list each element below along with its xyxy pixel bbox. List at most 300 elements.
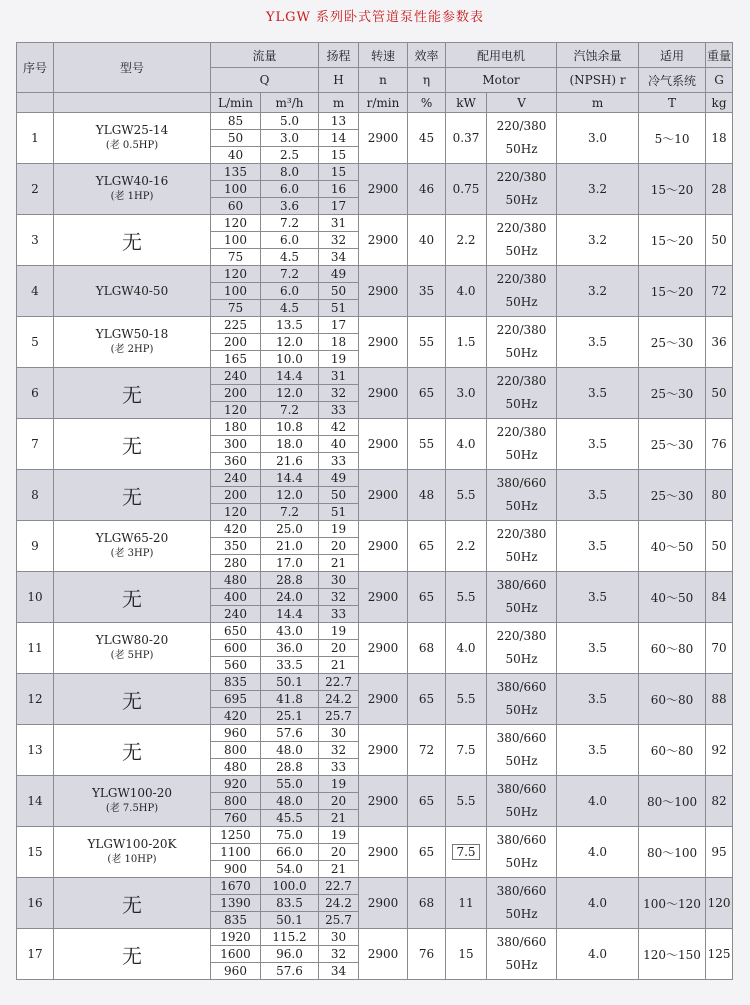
npsh: 3.5 (557, 419, 639, 470)
motor-kw-value: 0.75 (452, 182, 480, 196)
flow-m3h: 12.0 (261, 385, 319, 402)
header-weight: 重量 (706, 43, 733, 68)
table-row (17, 623, 733, 640)
cooling-tonnage: 15～20 (639, 215, 706, 266)
efficiency: 40 (408, 215, 446, 266)
frequency: 50Hz (505, 142, 538, 156)
flow-m3h: 54.0 (261, 861, 319, 878)
head-m: 20 (319, 844, 359, 861)
efficiency: 72 (408, 725, 446, 776)
motor-kw-value: 4.0 (456, 437, 476, 451)
head-m: 17 (319, 317, 359, 334)
flow-lmin: 960 (211, 725, 261, 742)
flow-lmin: 420 (211, 521, 261, 538)
frequency: 50Hz (505, 244, 538, 258)
frequency: 50Hz (505, 295, 538, 309)
frequency: 50Hz (505, 448, 538, 462)
flow-m3h: 7.2 (261, 402, 319, 419)
table-row (17, 317, 733, 334)
head-m: 33 (319, 402, 359, 419)
weight: 88 (706, 674, 733, 725)
voltage: 220/380 (496, 323, 547, 337)
motor-kw (446, 419, 487, 470)
flow-m3h: 57.6 (261, 963, 319, 980)
model-cell (54, 929, 211, 980)
flow-m3h: 25.1 (261, 708, 319, 725)
efficiency: 65 (408, 827, 446, 878)
npsh: 4.0 (557, 878, 639, 929)
model-cell (54, 674, 211, 725)
flow-lmin: 240 (211, 368, 261, 385)
header-cooling: 适用 (639, 43, 706, 68)
flow-lmin: 960 (211, 963, 261, 980)
flow-lmin: 360 (211, 453, 261, 470)
frequency: 50Hz (505, 703, 538, 717)
npsh: 3.5 (557, 521, 639, 572)
weight: 72 (706, 266, 733, 317)
model-cell (54, 521, 211, 572)
unit-npsh-m: m (557, 93, 639, 113)
motor-voltage (487, 113, 557, 164)
flow-m3h: 3.6 (261, 198, 319, 215)
frequency: 50Hz (505, 397, 538, 411)
voltage: 220/380 (496, 425, 547, 439)
table-row (17, 419, 733, 436)
motor-voltage (487, 521, 557, 572)
head-m: 14 (319, 130, 359, 147)
flow-lmin: 560 (211, 657, 261, 674)
motor-voltage (487, 266, 557, 317)
motor-voltage (487, 725, 557, 776)
table-row (17, 929, 733, 946)
row-number: 16 (17, 878, 54, 929)
flow-m3h: 48.0 (261, 793, 319, 810)
row-number: 13 (17, 725, 54, 776)
npsh: 3.5 (557, 725, 639, 776)
speed: 2900 (359, 572, 408, 623)
model-note: (老 5HP) (110, 650, 154, 661)
voltage: 220/380 (496, 272, 547, 286)
head-m: 21 (319, 555, 359, 572)
flow-m3h: 14.4 (261, 606, 319, 623)
head-m: 31 (319, 368, 359, 385)
model-cell (54, 470, 211, 521)
npsh: 3.5 (557, 623, 639, 674)
model-name: YLGW25-14 (95, 123, 169, 137)
npsh: 4.0 (557, 929, 639, 980)
row-number: 1 (17, 113, 54, 164)
unit-blank (17, 93, 54, 113)
motor-voltage (487, 674, 557, 725)
voltage: 220/380 (496, 119, 547, 133)
flow-m3h: 18.0 (261, 436, 319, 453)
voltage: 380/660 (496, 731, 547, 745)
flow-lmin: 1100 (211, 844, 261, 861)
cooling-tonnage: 5～10 (639, 113, 706, 164)
flow-m3h: 83.5 (261, 895, 319, 912)
motor-voltage (487, 470, 557, 521)
model-note: (老 3HP) (110, 548, 154, 559)
motor-kw-value: 3.0 (456, 386, 476, 400)
frequency: 50Hz (505, 958, 538, 972)
model-name: YLGW80-20 (95, 633, 169, 647)
cooling-tonnage: 25～30 (639, 317, 706, 368)
head-m: 42 (319, 419, 359, 436)
motor-kw (446, 164, 487, 215)
voltage: 380/660 (496, 884, 547, 898)
flow-lmin: 240 (211, 606, 261, 623)
header-flow: 流量 (211, 43, 319, 68)
unit-m3h: m³/h (261, 93, 319, 113)
flow-lmin: 180 (211, 419, 261, 436)
speed: 2900 (359, 215, 408, 266)
speed: 2900 (359, 521, 408, 572)
flow-m3h: 50.1 (261, 912, 319, 929)
model-cell (54, 368, 211, 419)
table-row (17, 113, 733, 130)
flow-m3h: 48.0 (261, 742, 319, 759)
model-name: YLGW100-20K (87, 837, 177, 851)
weight: 76 (706, 419, 733, 470)
speed: 2900 (359, 470, 408, 521)
table-row (17, 674, 733, 691)
table-row (17, 470, 733, 487)
model-name: YLGW50-18 (95, 327, 169, 341)
model-cell (54, 164, 211, 215)
head-m: 13 (319, 113, 359, 130)
motor-kw-value: 2.2 (456, 233, 476, 247)
npsh: 3.0 (557, 113, 639, 164)
unit-lmin: L/min (211, 93, 261, 113)
voltage: 380/660 (496, 935, 547, 949)
header-weight-symbol: G (706, 68, 733, 93)
motor-voltage (487, 164, 557, 215)
npsh: 4.0 (557, 776, 639, 827)
header-cooling-line2: 冷气系统 (639, 68, 706, 93)
head-m: 30 (319, 929, 359, 946)
motor-voltage (487, 572, 557, 623)
flow-m3h: 96.0 (261, 946, 319, 963)
npsh: 3.5 (557, 368, 639, 419)
motor-kw-value: 4.0 (456, 641, 476, 655)
cooling-tonnage: 60～80 (639, 674, 706, 725)
unit-t: T (639, 93, 706, 113)
head-m: 24.2 (319, 895, 359, 912)
row-number: 14 (17, 776, 54, 827)
flow-m3h: 17.0 (261, 555, 319, 572)
flow-m3h: 4.5 (261, 249, 319, 266)
weight: 18 (706, 113, 733, 164)
motor-kw (446, 725, 487, 776)
header-efficiency: 效率 (408, 43, 446, 68)
flow-lmin: 135 (211, 164, 261, 181)
flow-m3h: 115.2 (261, 929, 319, 946)
unit-kw: kW (446, 93, 487, 113)
weight: 95 (706, 827, 733, 878)
flow-m3h: 7.2 (261, 215, 319, 232)
flow-lmin: 200 (211, 487, 261, 504)
model-none: 无 (122, 229, 142, 254)
motor-kw (446, 623, 487, 674)
model-cell (54, 113, 211, 164)
row-number: 2 (17, 164, 54, 215)
cooling-tonnage: 80～100 (639, 827, 706, 878)
speed: 2900 (359, 419, 408, 470)
npsh: 3.2 (557, 215, 639, 266)
model-note: (老 2HP) (110, 344, 154, 355)
row-number: 7 (17, 419, 54, 470)
head-m: 20 (319, 793, 359, 810)
model-note: (老 10HP) (107, 854, 157, 865)
flow-m3h: 8.0 (261, 164, 319, 181)
table-row (17, 164, 733, 181)
table-row (17, 368, 733, 385)
header-model: 型号 (54, 43, 211, 93)
npsh: 3.5 (557, 317, 639, 368)
cooling-tonnage: 25～30 (639, 368, 706, 419)
header-npsh: 汽蚀余量 (557, 43, 639, 68)
voltage: 380/660 (496, 833, 547, 847)
head-m: 50 (319, 283, 359, 300)
model-none: 无 (122, 688, 142, 713)
head-m: 32 (319, 742, 359, 759)
model-name: YLGW100-20 (91, 786, 173, 800)
head-m: 25.7 (319, 708, 359, 725)
head-m: 20 (319, 538, 359, 555)
flow-lmin: 200 (211, 385, 261, 402)
flow-m3h: 43.0 (261, 623, 319, 640)
head-m: 20 (319, 640, 359, 657)
frequency: 50Hz (505, 346, 538, 360)
speed: 2900 (359, 878, 408, 929)
head-m: 49 (319, 470, 359, 487)
flow-lmin: 100 (211, 181, 261, 198)
flow-m3h: 75.0 (261, 827, 319, 844)
frequency: 50Hz (505, 805, 538, 819)
row-number: 15 (17, 827, 54, 878)
flow-m3h: 2.5 (261, 147, 319, 164)
motor-voltage (487, 827, 557, 878)
head-m: 15 (319, 164, 359, 181)
unit-kg: kg (706, 93, 733, 113)
row-number: 8 (17, 470, 54, 521)
head-m: 16 (319, 181, 359, 198)
weight: 92 (706, 725, 733, 776)
unit-rmin: r/min (359, 93, 408, 113)
unit-v: V (487, 93, 557, 113)
efficiency: 68 (408, 623, 446, 674)
flow-m3h: 33.5 (261, 657, 319, 674)
model-cell (54, 725, 211, 776)
motor-kw-value: 5.5 (456, 590, 476, 604)
speed: 2900 (359, 368, 408, 419)
voltage: 220/380 (496, 374, 547, 388)
head-m: 40 (319, 436, 359, 453)
cooling-tonnage: 25～30 (639, 419, 706, 470)
row-number: 5 (17, 317, 54, 368)
head-m: 33 (319, 453, 359, 470)
header-npsh-symbol: (NPSH) r (557, 68, 639, 93)
flow-lmin: 350 (211, 538, 261, 555)
weight: 82 (706, 776, 733, 827)
speed: 2900 (359, 623, 408, 674)
motor-kw-value: 5.5 (456, 488, 476, 502)
efficiency: 48 (408, 470, 446, 521)
efficiency: 65 (408, 674, 446, 725)
motor-voltage (487, 215, 557, 266)
speed: 2900 (359, 674, 408, 725)
row-number: 4 (17, 266, 54, 317)
flow-m3h: 45.5 (261, 810, 319, 827)
frequency: 50Hz (505, 652, 538, 666)
motor-voltage (487, 419, 557, 470)
head-m: 32 (319, 232, 359, 249)
speed: 2900 (359, 266, 408, 317)
header-head: 扬程 (319, 43, 359, 68)
model-none: 无 (122, 892, 142, 917)
table-row (17, 878, 733, 895)
speed: 2900 (359, 317, 408, 368)
flow-lmin: 600 (211, 640, 261, 657)
flow-m3h: 36.0 (261, 640, 319, 657)
unit-blank-model (54, 93, 211, 113)
model-cell (54, 776, 211, 827)
head-m: 15 (319, 147, 359, 164)
head-m: 33 (319, 759, 359, 776)
head-m: 30 (319, 725, 359, 742)
motor-kw-value: 15 (458, 947, 474, 961)
head-m: 19 (319, 521, 359, 538)
cooling-tonnage: 40～50 (639, 521, 706, 572)
unit-percent: % (408, 93, 446, 113)
npsh: 3.2 (557, 266, 639, 317)
model-note: (老 7.5HP) (105, 803, 159, 814)
flow-lmin: 1670 (211, 878, 261, 895)
flow-lmin: 1920 (211, 929, 261, 946)
motor-kw-value: 1.5 (456, 335, 476, 349)
row-number: 10 (17, 572, 54, 623)
efficiency: 35 (408, 266, 446, 317)
speed: 2900 (359, 827, 408, 878)
flow-m3h: 41.8 (261, 691, 319, 708)
motor-voltage (487, 368, 557, 419)
weight: 84 (706, 572, 733, 623)
flow-lmin: 480 (211, 572, 261, 589)
head-m: 50 (319, 487, 359, 504)
motor-voltage (487, 878, 557, 929)
head-m: 49 (319, 266, 359, 283)
motor-kw (446, 368, 487, 419)
table-row (17, 266, 733, 283)
model-note: (老 0.5HP) (105, 140, 159, 151)
flow-m3h: 14.4 (261, 470, 319, 487)
flow-lmin: 800 (211, 742, 261, 759)
motor-kw-value: 2.2 (456, 539, 476, 553)
head-m: 25.7 (319, 912, 359, 929)
frequency: 50Hz (505, 550, 538, 564)
voltage: 220/380 (496, 629, 547, 643)
cooling-tonnage: 25～30 (639, 470, 706, 521)
flow-lmin: 420 (211, 708, 261, 725)
model-cell (54, 572, 211, 623)
row-number: 9 (17, 521, 54, 572)
motor-kw (446, 776, 487, 827)
model-note: (老 1HP) (110, 191, 154, 202)
flow-lmin: 100 (211, 283, 261, 300)
voltage: 380/660 (496, 578, 547, 592)
flow-m3h: 6.0 (261, 283, 319, 300)
head-m: 34 (319, 963, 359, 980)
motor-kw-value: 4.0 (456, 284, 476, 298)
flow-lmin: 120 (211, 215, 261, 232)
flow-m3h: 7.2 (261, 266, 319, 283)
efficiency: 65 (408, 368, 446, 419)
frequency: 50Hz (505, 601, 538, 615)
cooling-tonnage: 100～120 (639, 878, 706, 929)
flow-lmin: 835 (211, 912, 261, 929)
model-none: 无 (122, 484, 142, 509)
model-cell (54, 623, 211, 674)
motor-kw (446, 215, 487, 266)
head-m: 51 (319, 504, 359, 521)
motor-kw (446, 266, 487, 317)
motor-kw (446, 827, 487, 878)
flow-m3h: 6.0 (261, 181, 319, 198)
head-m: 32 (319, 385, 359, 402)
flow-m3h: 28.8 (261, 572, 319, 589)
npsh: 3.5 (557, 572, 639, 623)
motor-kw (446, 674, 487, 725)
npsh: 3.5 (557, 470, 639, 521)
voltage: 380/660 (496, 782, 547, 796)
head-m: 21 (319, 657, 359, 674)
motor-kw-value: 11 (458, 896, 474, 910)
flow-m3h: 50.1 (261, 674, 319, 691)
flow-m3h: 6.0 (261, 232, 319, 249)
cooling-tonnage: 60～80 (639, 623, 706, 674)
flow-m3h: 12.0 (261, 487, 319, 504)
head-m: 32 (319, 589, 359, 606)
flow-lmin: 40 (211, 147, 261, 164)
table-row (17, 215, 733, 232)
flow-lmin: 800 (211, 793, 261, 810)
header-flow-symbol: Q (211, 68, 319, 93)
flow-m3h: 21.6 (261, 453, 319, 470)
head-m: 22.7 (319, 878, 359, 895)
model-name: YLGW65-20 (95, 531, 169, 545)
voltage: 380/660 (496, 680, 547, 694)
flow-lmin: 75 (211, 249, 261, 266)
flow-m3h: 5.0 (261, 113, 319, 130)
header-head-symbol: H (319, 68, 359, 93)
cooling-tonnage: 15～20 (639, 164, 706, 215)
flow-lmin: 100 (211, 232, 261, 249)
flow-lmin: 835 (211, 674, 261, 691)
unit-m: m (319, 93, 359, 113)
performance-table (16, 42, 733, 980)
weight: 36 (706, 317, 733, 368)
efficiency: 45 (408, 113, 446, 164)
flow-lmin: 1390 (211, 895, 261, 912)
motor-kw (446, 929, 487, 980)
flow-m3h: 21.0 (261, 538, 319, 555)
model-cell (54, 419, 211, 470)
flow-lmin: 165 (211, 351, 261, 368)
npsh: 3.5 (557, 674, 639, 725)
flow-lmin: 120 (211, 402, 261, 419)
efficiency: 76 (408, 929, 446, 980)
motor-kw-value: 5.5 (456, 692, 476, 706)
